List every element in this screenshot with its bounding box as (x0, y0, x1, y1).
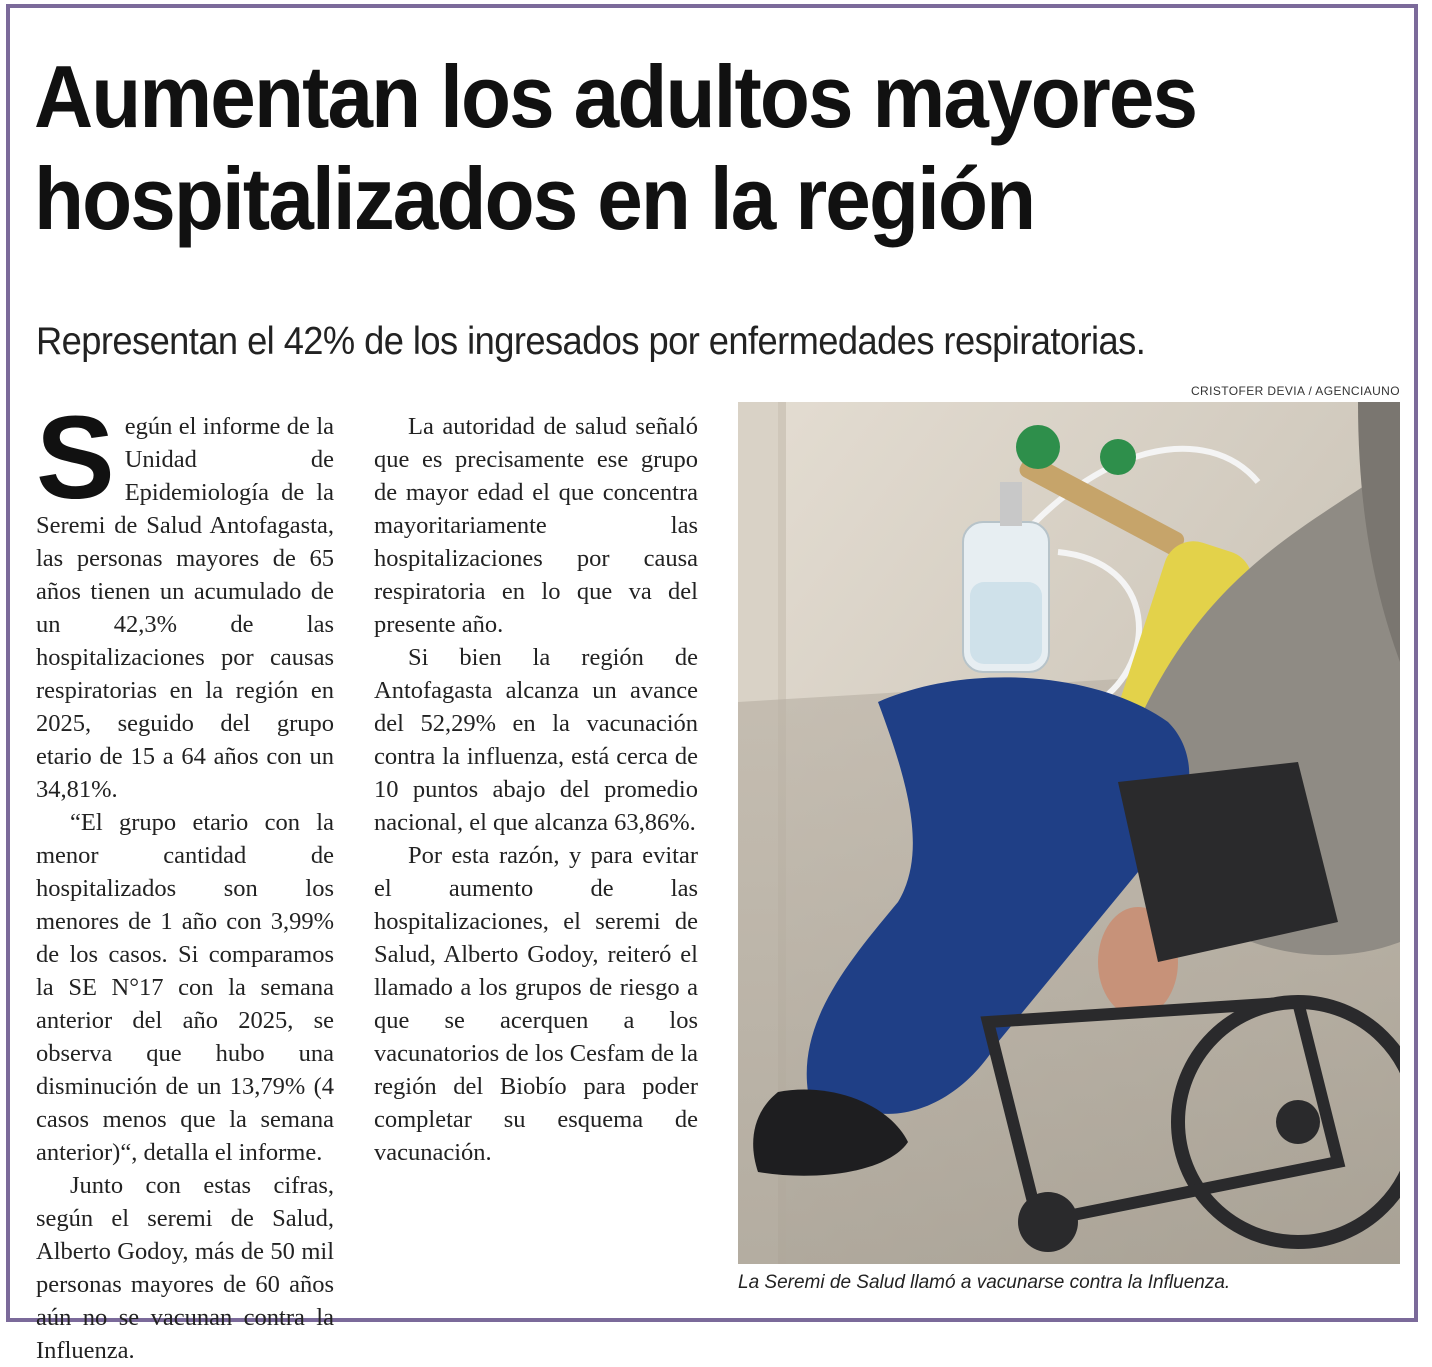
headline-line-1: Aumentan los adultos mayores (34, 47, 1197, 146)
body-paragraph-6: Por esta razón, y para evitar el aumento de las hospitalizaciones, el seremi de Salud, Alberto Godoy, reiteró el llamado a los grupos de riesgo a que se acerquen a los vacunatorios de los Cesfam de la región del Biobío para poder completar su esquema de vacunación. (374, 842, 698, 1166)
body-column-1 (36, 392, 334, 1367)
body-paragraph-3: Junto con estas cifras, según el seremi de Salud, Alberto Godoy, más de 50 mil personas mayores de 60 años aún no se vacunan contra la Influenza. (36, 1172, 334, 1364)
body-paragraph-1-text: egún el informe de la Unidad de Epidemiología de la Seremi de Salud Antofagasta, las personas mayores de 65 años tienen un acumulado de un 42,3% de las hospitalizaciones por causas respiratorias en la región en 2025, seguido del grupo etario de 15 a 64 años con un 34,81%. (36, 413, 334, 803)
body-paragraph-5: Si bien la región de Antofagasta alcanza un avance del 52,29% en la vacunación contra la influenza, está cerca de 10 puntos abajo del promedio nacional, el que alcanza 63,86%. (374, 644, 698, 836)
article-photo (738, 402, 1400, 1264)
body-paragraph-4: La autoridad de salud señaló que es precisamente ese grupo de mayor edad el que concentra mayoritariamente las hospitalizaciones por causa respiratoria en lo que va del presente año. (374, 413, 698, 638)
body-column-2 (374, 410, 698, 1169)
headline (34, 46, 1308, 250)
body-paragraph-1 (36, 392, 334, 806)
body-paragraph-2: “El grupo etario con la menor cantidad de hospitalizados son los menores de 1 año con 3,99% de los casos. Si comparamos la SE N°17 con la semana anterior del año 2025, se observa que hubo una disminución de un 13,79% (4 casos menos que la semana anterior)“, detalla el informe. (36, 809, 334, 1166)
headline-line-2: hospitalizados en la región (34, 149, 1035, 248)
subheadline: Representan el 42% de los ingresados por enfermedades respiratorias. (36, 320, 1146, 363)
photo-illustration (738, 402, 1400, 1264)
photo-caption: La Seremi de Salud llamó a vacunarse contra la Influenza. (738, 1272, 1231, 1293)
drop-cap: S (36, 392, 115, 524)
photo-credit: CRISTOFER DEVIA / AGENCIAUNO (1190, 384, 1400, 398)
